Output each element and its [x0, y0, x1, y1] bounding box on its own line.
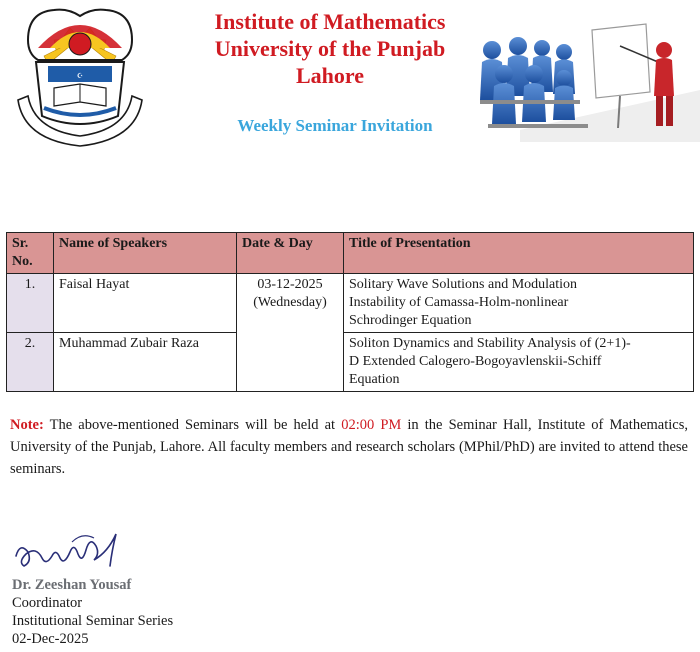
title-text-line: Schrodinger Equation — [349, 313, 472, 328]
presentation-audience-illustration — [480, 20, 700, 142]
signer-name: Dr. Zeeshan Yousaf — [12, 577, 132, 593]
header-speaker-name: Name of Speakers — [54, 233, 237, 274]
table-row — [7, 333, 694, 392]
seminar-invitation-heading: Weekly Seminar Invitation — [237, 116, 433, 135]
header-sr-line: Sr. — [12, 236, 29, 251]
document-date: 02-Dec-2025 — [12, 631, 89, 647]
table-header-row — [7, 233, 694, 274]
header-sr-line: No. — [12, 254, 33, 269]
speaker-name-cell: Faisal Hayat — [54, 274, 237, 333]
table-row — [7, 274, 694, 333]
title-line: University of the Punjab — [214, 36, 446, 61]
seminar-schedule-table — [6, 232, 694, 392]
title-line: Institute of Mathematics — [214, 9, 446, 34]
title-line: Lahore — [295, 63, 365, 88]
speaker-name-cell: Muhammad Zubair Raza — [54, 333, 237, 392]
presentation-title-cell — [344, 333, 694, 392]
note-text: The above-mentioned Seminars will be held at — [43, 417, 342, 433]
header-serial-number — [7, 233, 54, 274]
signer-role: Coordinator — [12, 595, 83, 611]
seminar-time: 02:00 PM — [341, 417, 402, 433]
title-text-line: Soliton Dynamics and Stability Analysis of (2+1)- — [349, 336, 631, 351]
presentation-title-cell — [344, 274, 694, 333]
title-text-line: Equation — [349, 372, 400, 387]
institute-title — [160, 8, 500, 89]
seminar-note — [10, 414, 688, 480]
serial-number-cell: 1. — [7, 274, 54, 333]
handwritten-signature-icon — [12, 522, 132, 582]
title-text-line: Instability of Camassa-Holm-nonlinear — [349, 295, 569, 310]
seminar-day: (Wednesday) — [253, 295, 327, 310]
date-day-cell — [237, 274, 344, 392]
seminar-series: Institutional Seminar Series — [12, 613, 174, 629]
note-text: in the Seminar Hall, Institute of Mathematics, University of the Punjab, Lahore. All faculty members and research scholars (MPhil/PhD) are invited to attend these seminars. — [10, 417, 688, 477]
header-date-day: Date & Day — [237, 233, 344, 274]
title-text-line: D Extended Calogero-Bogoyavlenskii-Schiff — [349, 354, 602, 369]
svg-text:☪: ☪ — [76, 72, 84, 80]
note-label: Note: — [10, 417, 44, 433]
header-presentation-title: Title of Presentation — [344, 233, 694, 274]
title-text-line: Solitary Wave Solutions and Modulation — [349, 277, 578, 292]
seminar-date: 03-12-2025 — [257, 277, 323, 292]
signature-block — [12, 576, 173, 648]
serial-number-cell: 2. — [7, 333, 54, 392]
university-logo — [14, 4, 146, 150]
